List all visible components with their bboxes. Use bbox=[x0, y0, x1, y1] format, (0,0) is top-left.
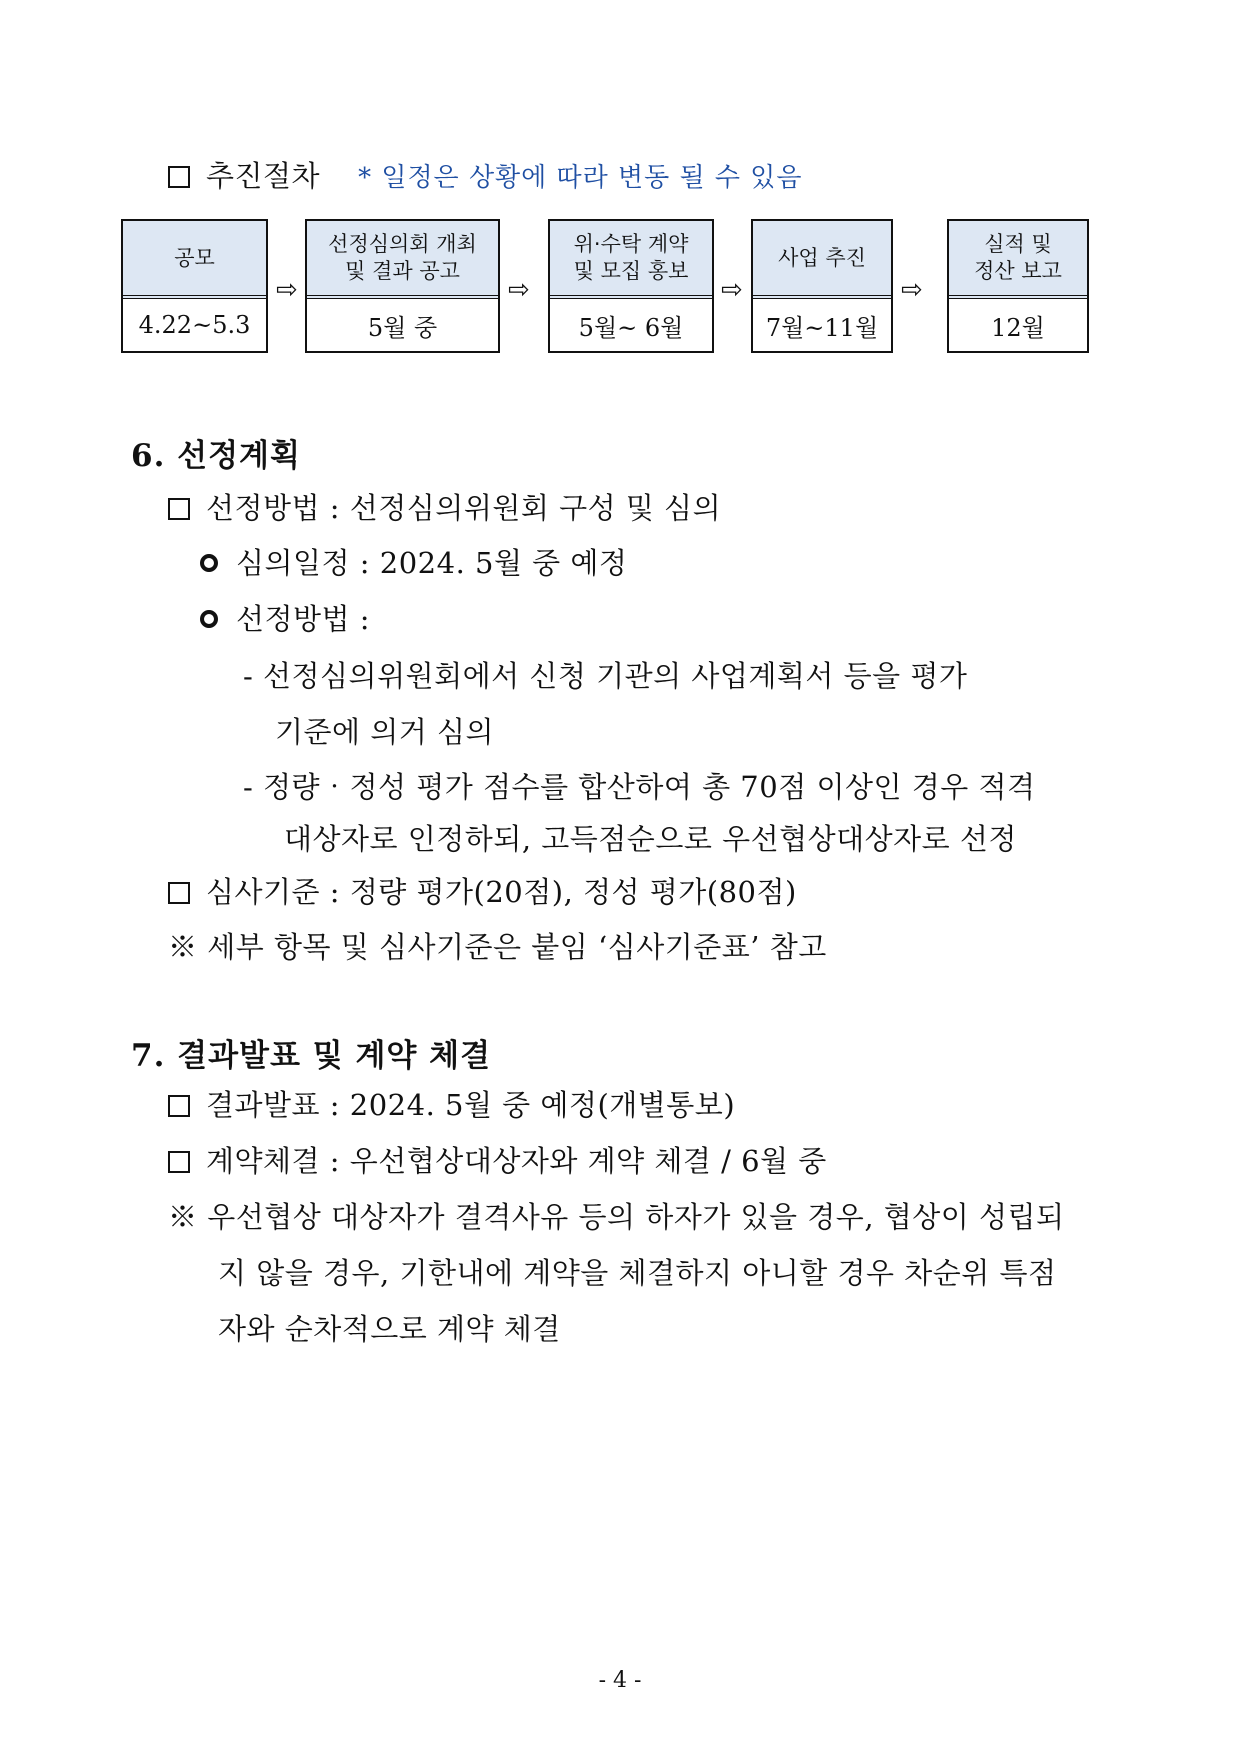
process-step-3 bbox=[548, 219, 714, 353]
circle-bullet-icon bbox=[200, 610, 218, 628]
section7-contract-row bbox=[168, 1141, 827, 1181]
page-number: - 4 - bbox=[598, 1668, 642, 1693]
procedure-note: * 일정은 상황에 따라 변동 될 수 있음 bbox=[358, 163, 803, 193]
section7-note-line3: 자와 순차적으로 계약 체결 bbox=[218, 1312, 561, 1346]
section6-method-sub-row bbox=[200, 599, 370, 639]
circle-bullet-icon bbox=[200, 554, 218, 572]
section6-method: 선정방법 : 선정심의위원회 구성 및 심의 bbox=[206, 491, 722, 525]
arrow-right-icon: ⇨ bbox=[721, 275, 743, 305]
process-step-date: 5월~ 6월 bbox=[578, 313, 684, 342]
section6-reference: ※ 세부 항목 및 심사기준은 붙임 ‘심사기준표’ 참고 bbox=[168, 930, 827, 964]
section6-heading: 6. 선정계획 bbox=[131, 438, 301, 474]
procedure-title: 추진절차 bbox=[206, 159, 321, 193]
section6-criteria: 심사기준 : 정량 평가(20점), 정성 평가(80점) bbox=[206, 875, 797, 909]
arrow-right-icon: ⇨ bbox=[508, 275, 530, 305]
section7-result: 결과발표 : 2024. 5월 중 예정(개별통보) bbox=[206, 1088, 736, 1122]
section6-dash1-line2: 기준에 의거 심의 bbox=[275, 715, 495, 749]
section6-schedule-row bbox=[200, 543, 627, 583]
section6-dash2-line2: 대상자로 인정하되, 고득점순으로 우선협상대상자로 선정 bbox=[284, 822, 1017, 856]
section6-method-row bbox=[168, 488, 721, 528]
process-step-1 bbox=[121, 219, 268, 353]
process-step-date: 5월 중 bbox=[367, 313, 438, 342]
section6-dash2-line1: - 정량‧정성 평가 점수를 합산하여 총 70점 이상인 경우 적격 bbox=[243, 770, 1036, 804]
section6-schedule: 심의일정 : 2024. 5월 중 예정 bbox=[236, 546, 628, 580]
process-step-label: 실적 및 정산 보고 bbox=[949, 221, 1087, 299]
process-step-label: 사업 추진 bbox=[753, 221, 891, 299]
section7-heading: 7. 결과발표 및 계약 체결 bbox=[131, 1038, 492, 1074]
process-step-date: 7월~11월 bbox=[765, 313, 879, 342]
section6-dash1-line1: - 선정심의위원회에서 신청 기관의 사업계획서 등을 평가 bbox=[243, 659, 968, 693]
section7-result-row bbox=[168, 1085, 735, 1125]
procedure-heading bbox=[168, 156, 803, 198]
checkbox-square-icon bbox=[168, 1095, 190, 1117]
process-step-label: 공모 bbox=[123, 221, 266, 299]
checkbox-square-icon bbox=[168, 1151, 190, 1173]
section7-contract: 계약체결 : 우선협상대상자와 계약 체결 / 6월 중 bbox=[206, 1144, 827, 1178]
process-step-date: 12월 bbox=[991, 313, 1045, 342]
section7-note-line1: ※ 우선협상 대상자가 결격사유 등의 하자가 있을 경우, 협상이 성립되 bbox=[168, 1200, 1065, 1234]
arrow-right-icon: ⇨ bbox=[276, 275, 298, 305]
section6-criteria-row bbox=[168, 872, 797, 912]
process-step-2 bbox=[305, 219, 500, 353]
checkbox-square-icon bbox=[168, 166, 190, 188]
section7-note-line2: 지 않을 경우, 기한내에 계약을 체결하지 아니할 경우 차순위 특점 bbox=[218, 1256, 1057, 1290]
checkbox-square-icon bbox=[168, 498, 190, 520]
process-step-4 bbox=[751, 219, 893, 353]
section6-method-sub: 선정방법 : bbox=[236, 602, 371, 636]
process-step-date: 4.22~5.3 bbox=[138, 311, 251, 339]
arrow-right-icon: ⇨ bbox=[901, 275, 923, 305]
checkbox-square-icon bbox=[168, 882, 190, 904]
process-step-label: 선정심의회 개최 및 결과 공고 bbox=[307, 221, 498, 299]
process-step-label: 위·수탁 계약 및 모집 홍보 bbox=[550, 221, 712, 299]
process-step-5 bbox=[947, 219, 1089, 353]
